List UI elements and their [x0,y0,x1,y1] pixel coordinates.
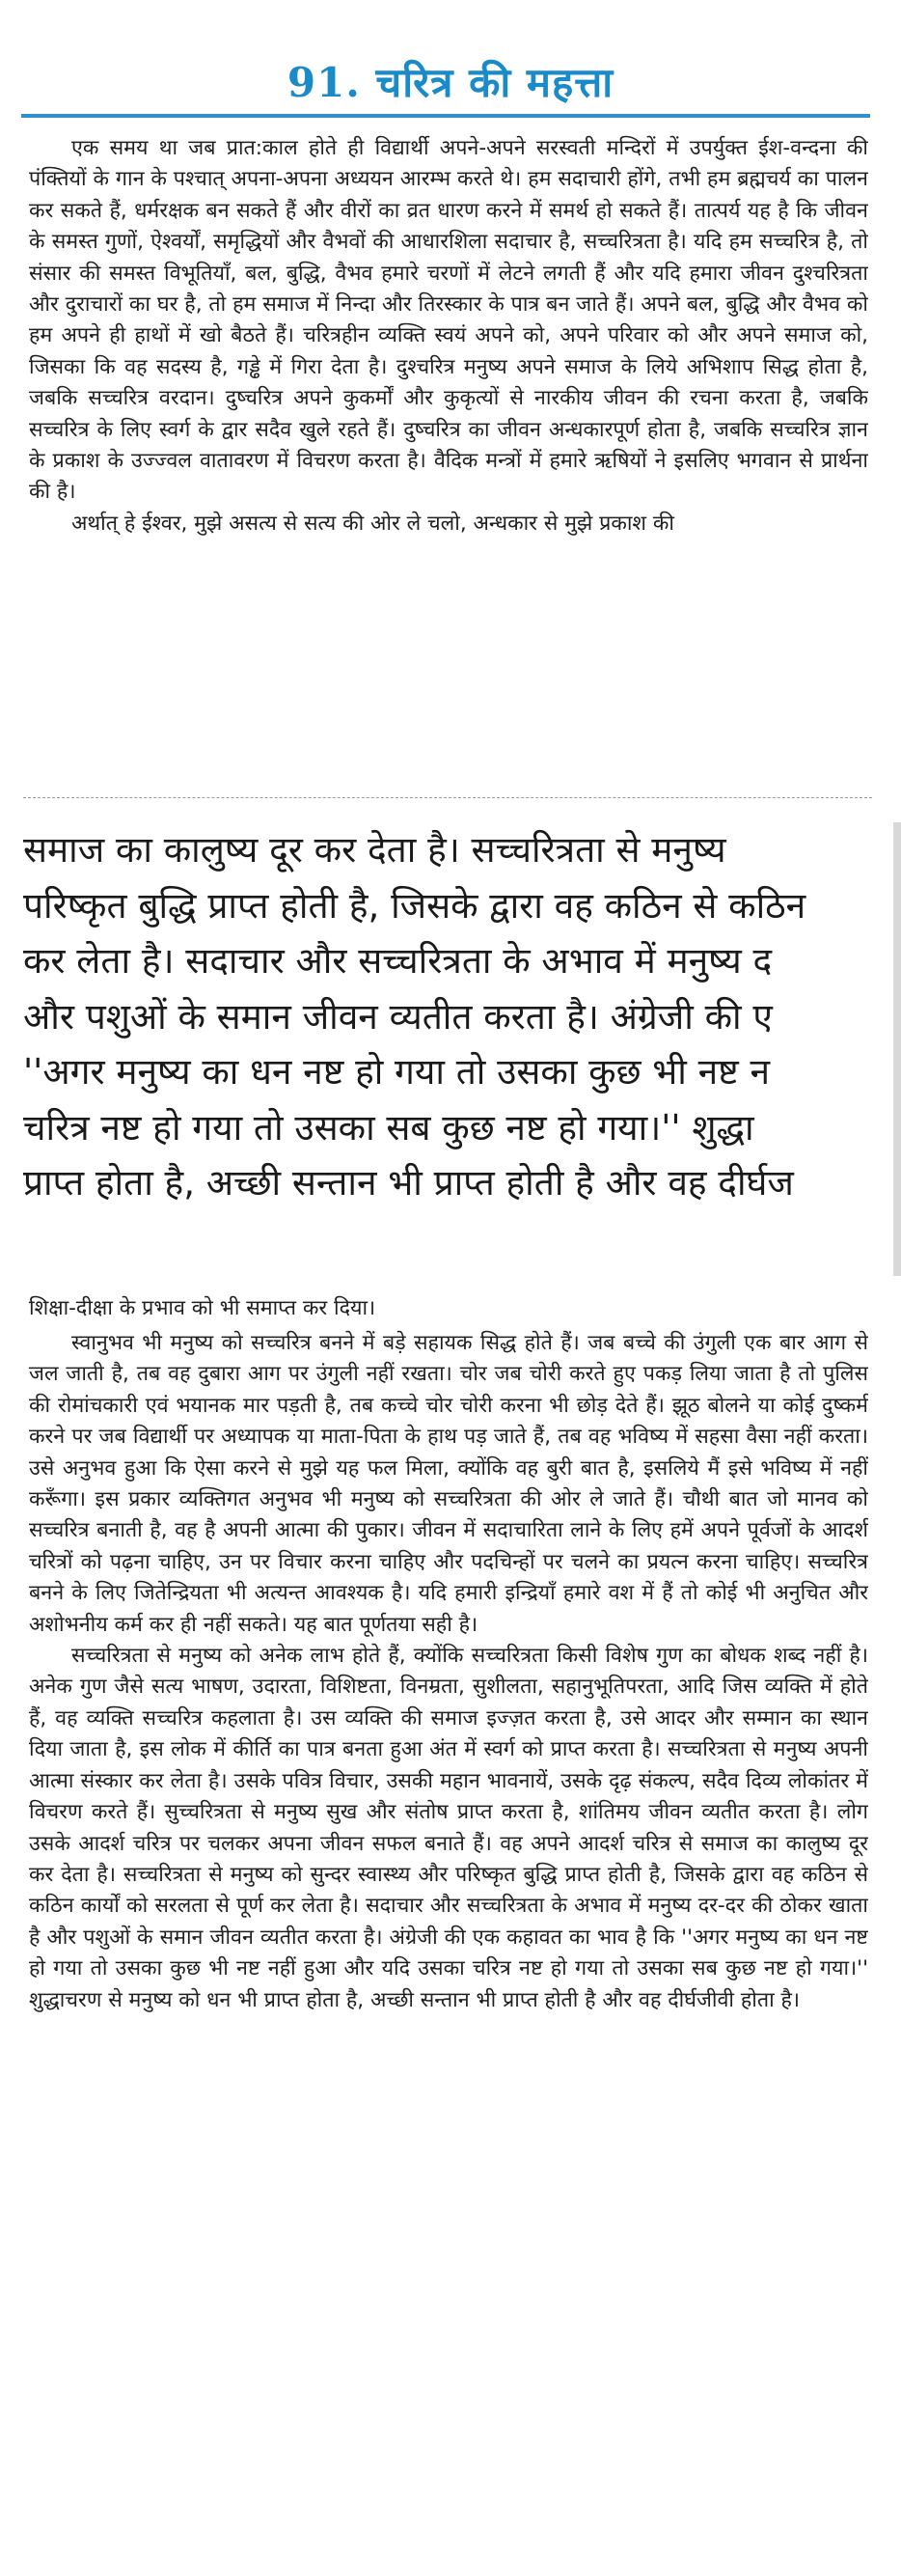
magnified-line: परिष्कृत बुद्धि प्राप्त होती है, जिसके द्वारा वह कठिन से कठिन [23,884,806,927]
paragraph: सच्चरित्रता से मनुष्य को अनेक लाभ होते हैं, क्योंकि सच्चरित्रता किसी विशेष गुण का बोधक शब्द नहीं है। अनेक गुण जैसे सत्य भाषण, उदारता, विशिष्टता, विनम्रता, सुशीलता, सहानुभूतिपरता, आदि जिस व्यक्ति में होते हैं, वह व्यक्ति सच्चरित्र कहलाता है। उस व्यक्ति की समाज इज्ज़त करता है, उसे आदर और सम्मान का स्थान दिया जाता है, इस लोक में कीर्ति का पात्र बनता हुआ अंत में स्वर्ग को प्राप्त करता है। सच्चरित्रता से मनुष्य अपनी आत्मा संस्कार कर लेता है। उसके पवित्र विचार, उसकी महान भावनायें, उसके दृढ़ संकल्प, सदैव दिव्य लोकांतर में विचरण करते हैं। सुच्चरित्रता से मनुष्य सुख और संतोष प्राप्त करता है, शांतिमय जीवन व्यतीत करता है। लोग उसके आदर्श चरित्र पर चलकर अपना जीवन सफल बनाते हैं। वह अपने आदर्श चरित्र से समाज का कालुष्य दूर कर देता है। सच्चरित्रता से मनुष्य को सुन्दर स्वास्थ्य और परिष्कृत बुद्धि प्राप्त होती है, जिसके द्वारा वह कठिन से कठिन कार्यों को सरलता से पूर्ण कर लेता है। सदाचार और सच्चरित्रता के अभाव में मनुष्य दर-दर की ठोकर खाता है और पशुओं के समान जीवन व्यतीत करता है। अंग्रेजी की एक कहावत का भाव है कि ''अगर मनुष्य का धन नष्ट हो गया तो उसका कुछ भी नष्ट नहीं हुआ और यदि उसका चरित्र नष्ट हो गया तो उसका सब कुछ नष्ट हो गया।'' शुद्धाचरण से मनुष्य को धन भी प्राप्त होता है, अच्छी सन्तान भी प्राप्त होती है और वह दीर्घजीवी होता है। [29,1644,868,2012]
clipping-edge [23,797,872,812]
magnified-line: कर लेता है। सदाचार और सच्चरित्रता के अभाव में मनुष्य द [23,940,773,982]
magnified-line: चरित्र नष्ट हो गया तो उसका सब कुछ नष्ट हो गया।'' शुद्धा [23,1106,754,1149]
page-title: 91. चरित्र की महत्ता [287,59,614,107]
lower-first-line: शिक्षा-दीक्षा के प्रभाव को भी समाप्त कर दिया। [29,1296,376,1320]
paragraph: स्वानुभव भी मनुष्य को सच्चरित्र बनने में बड़े सहायक सिद्ध होते हैं। जब बच्चे की उंगुली एक बार आग से जल जाती है, तब वह दुबारा आग पर उंगुली नहीं रखता। चोर जब चोरी करते हुए पकड़ लिया जाता है तो पुलिस की रोमांचकारी एवं भयानक मार पड़ती है, तब कच्चे चोर चोरी करना भी छोड़ देते हैं। झूठ बोलने या कोई दुष्कर्म करने पर जब विद्यार्थी पर अध्यापक या माता-पिता के हाथ पड़ जाते हैं, तब वह भविष्य में सहसा वैसा नहीं करता। उसे अनुभव हुआ कि ऐसा करने से मुझे यह फल मिला, क्योंकि वह बुरी बात है, इसलिये मैं इसे भविष्य में नहीं करूँगा। इस प्रकार व्यक्तिगत अनुभव भी मनुष्य को सच्चरित्रता की ओर ले जाते हैं। चौथी बात जो मानव को सच्चरित्र बनाती है, वह है अपनी आत्मा की पुकार। जीवन में सदाचारिता लाने के लिए हमें अपने पूर्वजों के आदर्श चरित्रों को पढ़ना चाहिए, उन पर विचार करना चाहिए और पदचिन्हों पर चलने का प्रयत्न करना चाहिए। सच्चरित्र बनने के लिए जितेन्द्रियता भी अत्यन्त आवश्यक है। यदि हमारी इन्द्रियाँ हमारे वश में हैं तो कोई भी अनुचित और अशोभनीय कर्म कर ही नहीं सकते। यह बात पूर्णतया सही है। [29,1331,868,1637]
magnified-excerpt [23,822,901,1276]
title-divider [21,114,870,118]
essay-upper-text [29,133,868,799]
magnified-line: और पशुओं के समान जीवन व्यतीत करता है। अंग्रेजी की ए [23,995,773,1038]
magnified-excerpt-edge [893,822,901,1276]
magnified-line: प्राप्त होता है, अच्छी सन्तान भी प्राप्त होती है और वह दीर्घज [23,1162,794,1204]
magnified-line: ''अगर मनुष्य का धन नष्ट हो गया तो उसका कुछ भी नष्ट न [23,1051,771,1093]
paragraph: अर्थात् हे ईश्वर, मुझे असत्य से सत्य की ओर ले चलो, अन्धकार से मुझे प्रकाश की [71,511,674,536]
paragraph: एक समय था जब प्रात:काल होते ही विद्यार्थी अपने-अपने सरस्वती मन्दिरों में उपर्युक्त ईश-वन्दना की पंक्तियों के गान के पश्चात् अपना-अपना अध्ययन आरम्भ करते थे। हम सदाचारी होंगे, तभी हम ब्रह्मचर्य का पालन कर सकते हैं, धर्मरक्षक बन सकते हैं और वीरों का व्रत धारण करने में समर्थ हो सकते हैं। तात्पर्य यह है कि जीवन के समस्त गुणों, ऐश्वर्यों, समृद्धियों और वैभवों की आधारशिला सदाचार है, सच्चरित्रता है। यदि हम सच्चरित्र है, तो संसार की समस्त विभूतियाँ, बल, बुद्धि, वैभव हमारे चरणों में लेटने लगती हैं और यदि हमारा जीवन दुश्चरित्रता और दुराचारों का घर है, तो हम समाज में निन्दा और तिरस्कार के पात्र बन जाते हैं। अपने बल, बुद्धि और वैभव को हम अपने ही हाथों में खो बैठते हैं। चरित्रहीन व्यक्ति स्वयं अपने को, अपने परिवार को और अपने समाज को, जिसका कि वह सदस्य है, गड्ढे में गिरा देता है। दुश्चरित्र मनुष्य अपने समाज के लिये अभिशाप सिद्ध होता है, जबकि सच्चरित्र वरदान। दुष्चरित्र अपने कुकर्मों और कुकृत्यों से नारकीय जीवन की रचना करता है, जबकि सच्चरित्र के लिए स्वर्ग के द्वार सदैव खुले रहते हैं। दुष्चरित्र का जीवन अन्धकारपूर्ण होता है, जबकि सच्चरित्र ज्ञान के प्रकाश के उज्ज्वल वातावरण में विचरण करता है। वैदिक मन्त्रों में हमारे ऋषियों ने इसलिए भगवान से प्रार्थना की है। [29,136,868,505]
magnified-line: समाज का कालुष्य दूर कर देता है। सच्चरित्रता से मनुष्य [23,829,726,871]
essay-lower-text [29,1328,868,2554]
